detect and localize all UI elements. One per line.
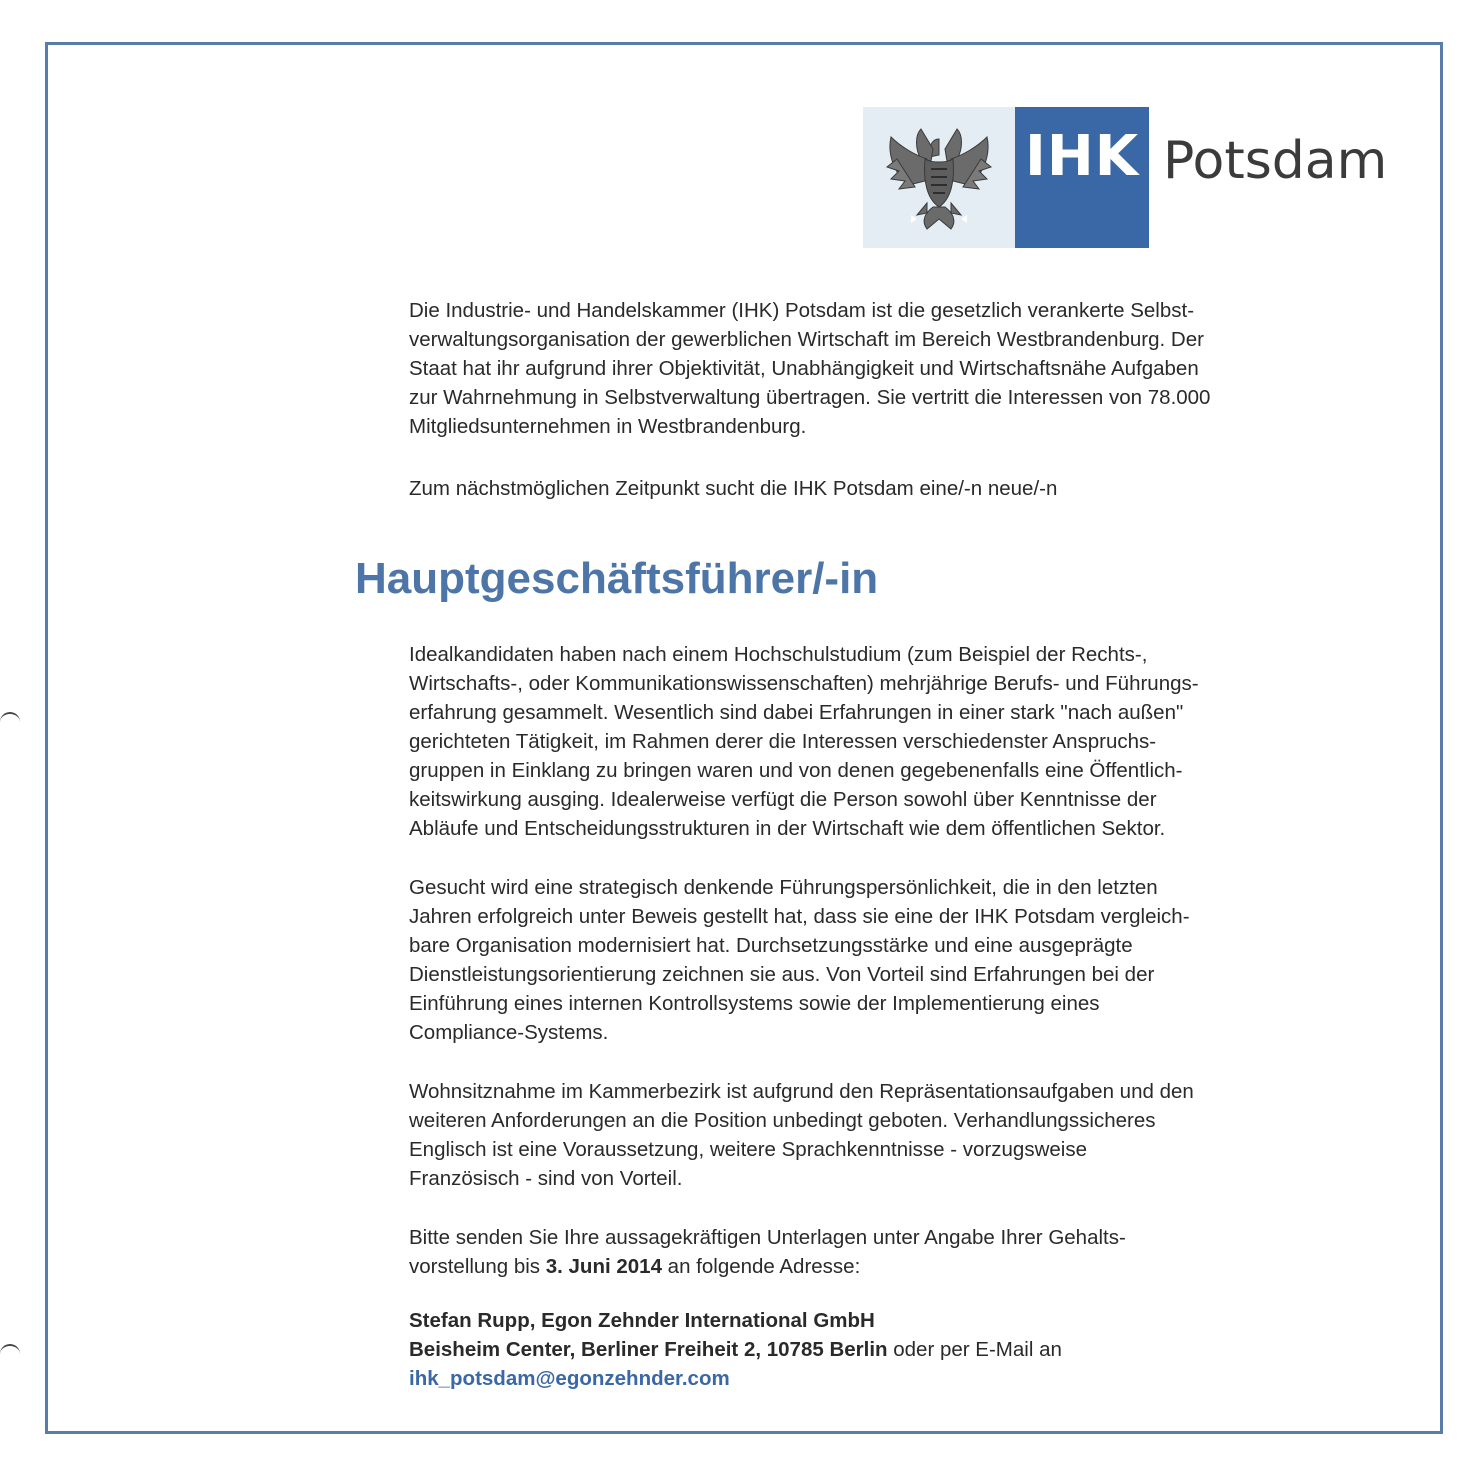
punch-hole-mark <box>0 1344 20 1364</box>
contact-email[interactable]: ihk_potsdam@egonzehnder.com <box>409 1367 730 1390</box>
contact-address: Beisheim Center, Berliner Freiheit 2, 10785 Berlin <box>409 1338 888 1361</box>
punch-hole-mark <box>0 712 20 732</box>
logo-emblem-panel <box>863 107 1015 248</box>
contact-address-line <box>409 1335 1369 1364</box>
contact-name-company: Stefan Rupp, Egon Zehnder International GmbH <box>409 1309 875 1332</box>
contact-block <box>409 1306 1369 1393</box>
application-line-2-end: an folgende Adresse: <box>661 1255 861 1278</box>
contact-email-intro: oder per E-Mail an <box>887 1338 1062 1361</box>
requirements-text: Wohnsitznahme im Kammerbezirk ist aufgrund den Repräsentationsaufgaben und den weiteren Anforderungen an die Position unbedingt geboten. Verhandlungssicheres Englisch ist eine Voraussetzung, weitere Sprachkenntnisse - vorzugsweise Französisch - sind von Vorteil. <box>409 1080 1194 1190</box>
profile-paragraph <box>409 873 1369 1047</box>
deadline-date: 3. Juni 2014 <box>545 1255 662 1278</box>
search-line-text: Zum nächstmöglichen Zeitpunkt sucht die IHK Potsdam eine/-n neue/-n <box>409 477 1058 500</box>
application-line-2 <box>409 1252 1369 1281</box>
qualification-paragraph <box>409 640 1369 843</box>
logo-ihk-text: IHK <box>1025 124 1140 189</box>
search-line <box>409 474 1369 503</box>
intro-text: Die Industrie- und Handelskammer (IHK) Potsdam ist die gesetzlich verankerte Selbst- verwaltungsorganisation der gewerblichen Wirtschaft im Bereich Westbrandenburg. Der Staat hat ihr aufgrund ihrer Objektivität, Unabhängigkeit und Wirtschaftsnähe Aufgaben zur Wahrnehmung in Selbstverwaltung übertragen. Sie vertritt die Interessen von 78.000 Mitgliedsunternehmen in Westbrandenburg. <box>409 299 1211 438</box>
profile-text: Gesucht wird eine strategisch denkende Führungspersönlichkeit, die in den letzten Jahren erfolgreich unter Beweis gestellt hat, dass sie eine der IHK Potsdam vergleich- bare Organisation modernisiert hat. Durchsetzungsstärke und eine ausgeprägte Dienstleistungsorientierung zeichnen sie aus. Von Vorteil sind Erfahrungen bei der Einführung eines internen Kontrollsystems sowie der Implementierung eines Compliance-Systems. <box>409 876 1190 1044</box>
qualification-text: Idealkandidaten haben nach einem Hochschulstudium (zum Beispiel der Rechts-, Wirtschafts-, oder Kommunikationswissenschaften) mehrjährige Berufs- und Führungs- erfahrung gesammelt. Wesentlich sind dabei Erfahrungen in einer stark "nach außen" gerichteten Tätigkeit, im Rahmen derer die Interessen verschiedenster Anspruchs- gruppen in Einklang zu bringen waren und von denen gegebenenfalls eine Öffentlich- keitswirkung ausging. Idealerweise verfügt die Person sowohl über Kenntnisse der Abläufe und Entscheidungsstrukturen in der Wirtschaft wie dem öffentlichen Sektor. <box>409 643 1199 840</box>
application-paragraph <box>409 1223 1369 1281</box>
application-line-1: Bitte senden Sie Ihre aussagekräftigen Unterlagen unter Angabe Ihrer Gehalts- <box>409 1226 1126 1249</box>
job-title-headline: Hauptgeschäftsführer/-in <box>355 554 879 603</box>
logo-city-text: Potsdam <box>1163 131 1388 191</box>
brandenburg-eagle-icon <box>881 119 997 237</box>
application-line-2-start: vorstellung bis <box>409 1255 546 1278</box>
intro-paragraph <box>409 296 1369 441</box>
contact-email-line <box>409 1364 1369 1393</box>
requirements-paragraph <box>409 1077 1369 1193</box>
ihk-potsdam-logo <box>863 107 1403 248</box>
